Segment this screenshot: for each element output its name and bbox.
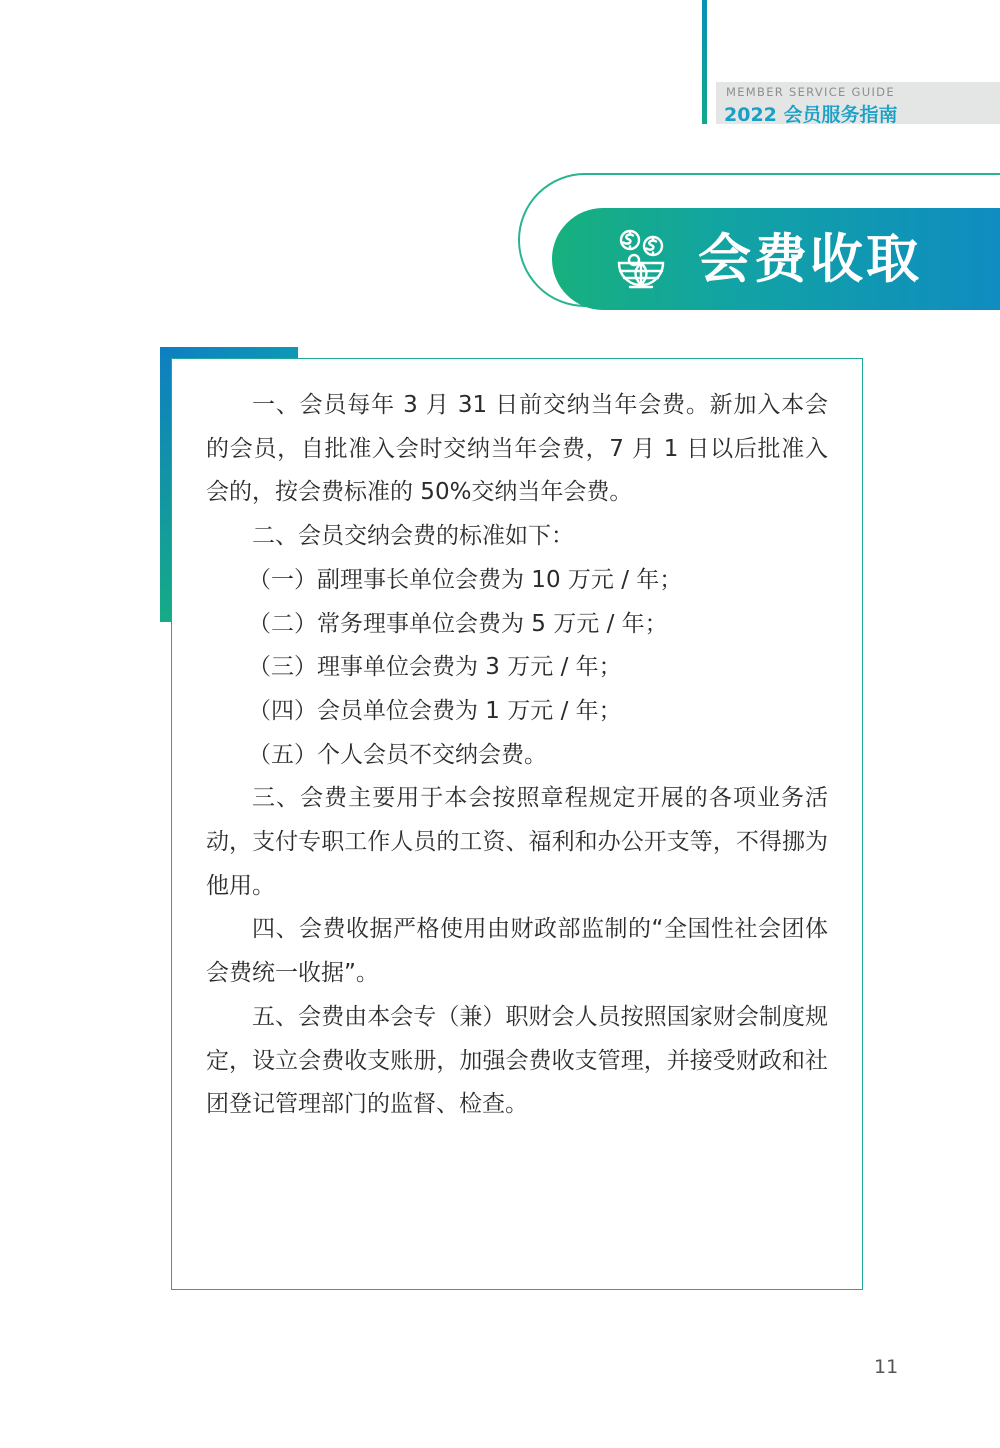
box-accent-left — [160, 347, 171, 622]
page-number: 11 — [874, 1356, 899, 1378]
list-item: （四）会员单位会费为 1 万元 / 年； — [248, 697, 622, 724]
paragraph-1: 一、会员每年 3 月 31 日前交纳当年会费。新加入本会的会员，自批准入会时交纳当年会费，7 月 1 日以后批准入会的，按会费标准的 50%交纳当年会费。 — [206, 392, 828, 506]
list-item: （五）个人会员不交纳会费。 — [248, 741, 547, 768]
paragraph-2: 二、会员交纳会费的标准如下： — [252, 523, 574, 550]
globe-coins-icon — [610, 226, 672, 292]
list-item: （三）理事单位会费为 3 万元 / 年； — [248, 654, 622, 681]
section-title: 会费收取 — [698, 229, 922, 290]
paragraph-3: 三、会费主要用于本会按照章程规定开展的各项业务活动，支付专职工作人员的工资、福利和办公开支等，不得挪为他用。 — [206, 785, 828, 899]
content-body — [206, 384, 828, 1127]
running-header — [716, 82, 1000, 124]
paragraph-5: 五、会费由本会专（兼）职财会人员按照国家财会制度规定，设立会费收支账册，加强会费收支管理，并接受财政和社团登记管理部门的监督、检查。 — [206, 1003, 828, 1118]
paragraph-4: 四、会费收据严格使用由财政部监制的“全国性社会团体会费统一收据”。 — [206, 916, 828, 987]
list-item: （一）副理事长单位会费为 10 万元 / 年； — [248, 566, 683, 593]
box-accent-top — [160, 347, 298, 358]
header-subtitle-en: MEMBER SERVICE GUIDE — [726, 85, 895, 99]
list-item: （二）常务理事单位会费为 5 万元 / 年； — [248, 610, 668, 637]
header-vertical-line — [702, 0, 707, 124]
header-title-cn: 2022 会员服务指南 — [724, 104, 898, 126]
